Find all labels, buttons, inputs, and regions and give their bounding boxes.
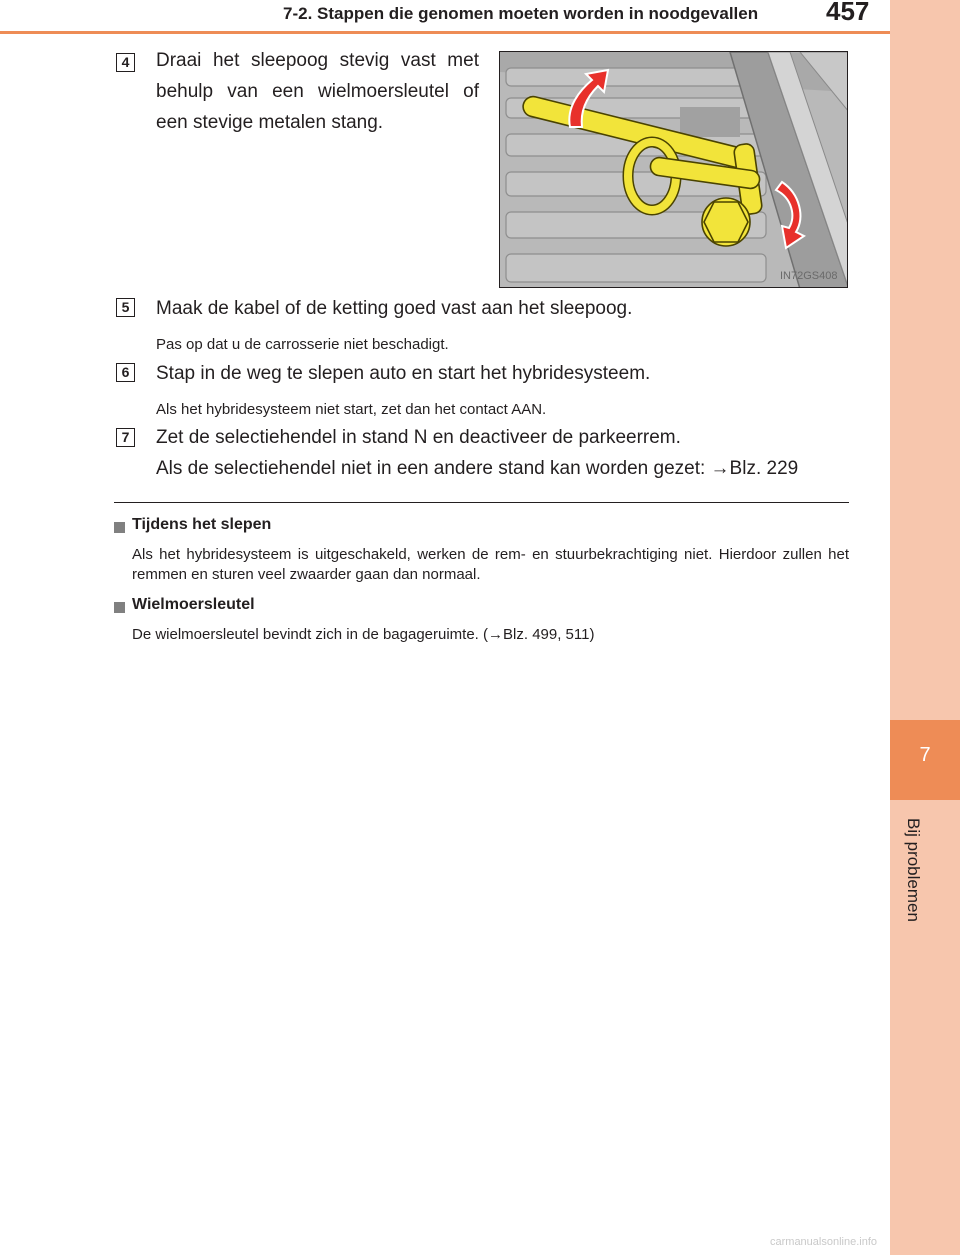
step-4-line-1: Draai het sleepoog stevig vast met	[156, 50, 479, 71]
section-heading: Tijdens het slepen	[132, 516, 272, 533]
section-divider	[114, 502, 849, 503]
step-number-badge: 7	[116, 428, 135, 447]
watermark: carmanualsonline.info	[770, 1236, 878, 1248]
header-rule	[0, 31, 890, 34]
section-body-reference[interactable]: De wielmoersleutel bevindt zich in de bagageruimte. (→Blz. 499, 511)	[132, 626, 595, 643]
step-5-text: Maak de kabel of de ketting goed vast aan het sleepoog.	[156, 298, 633, 319]
square-bullet-icon	[114, 522, 125, 533]
step-number-badge: 5	[116, 298, 135, 317]
chapter-number: 7	[919, 744, 931, 766]
step-6-note: Als het hybridesysteem niet start, zet dan het contact AAN.	[156, 401, 547, 418]
step-number-badge: 4	[116, 53, 135, 72]
step-4-line-3: een stevige metalen stang.	[156, 112, 384, 133]
step-number-badge: 6	[116, 363, 135, 382]
step-7-text: Zet de selectiehendel in stand N en deactiveer de parkeerrem.	[156, 427, 681, 448]
step-6-text: Stap in de weg te slepen auto en start het hybridesysteem.	[156, 363, 651, 384]
tow-eye-illustration	[499, 51, 848, 288]
section-heading: Wielmoersleutel	[132, 596, 255, 613]
step-7-reference[interactable]: Als de selectiehendel niet in een andere stand kan worden gezet: →Blz. 229	[156, 458, 799, 479]
chapter-title: Bij problemen	[904, 818, 923, 922]
section-body: Als het hybridesysteem is uitgeschakeld, werken de rem- en stuurbekrachtiging niet. Hierdoor zullen het remmen en sturen veel zwaarder gaan dan normaal.	[132, 546, 849, 583]
figure-code: IN72GS408	[780, 270, 838, 282]
wrench-tow-eye-icon	[500, 52, 848, 288]
square-bullet-icon	[114, 602, 125, 613]
page-number: 457	[826, 0, 870, 26]
step-4-line-2: behulp van een wielmoersleutel of	[156, 81, 479, 102]
step-5-note: Pas op dat u de carrosserie niet beschadigt.	[156, 336, 449, 353]
chapter-side-tab	[890, 0, 960, 1255]
page-header-title: 7-2. Stappen die genomen moeten worden in noodgevallen	[283, 4, 759, 23]
